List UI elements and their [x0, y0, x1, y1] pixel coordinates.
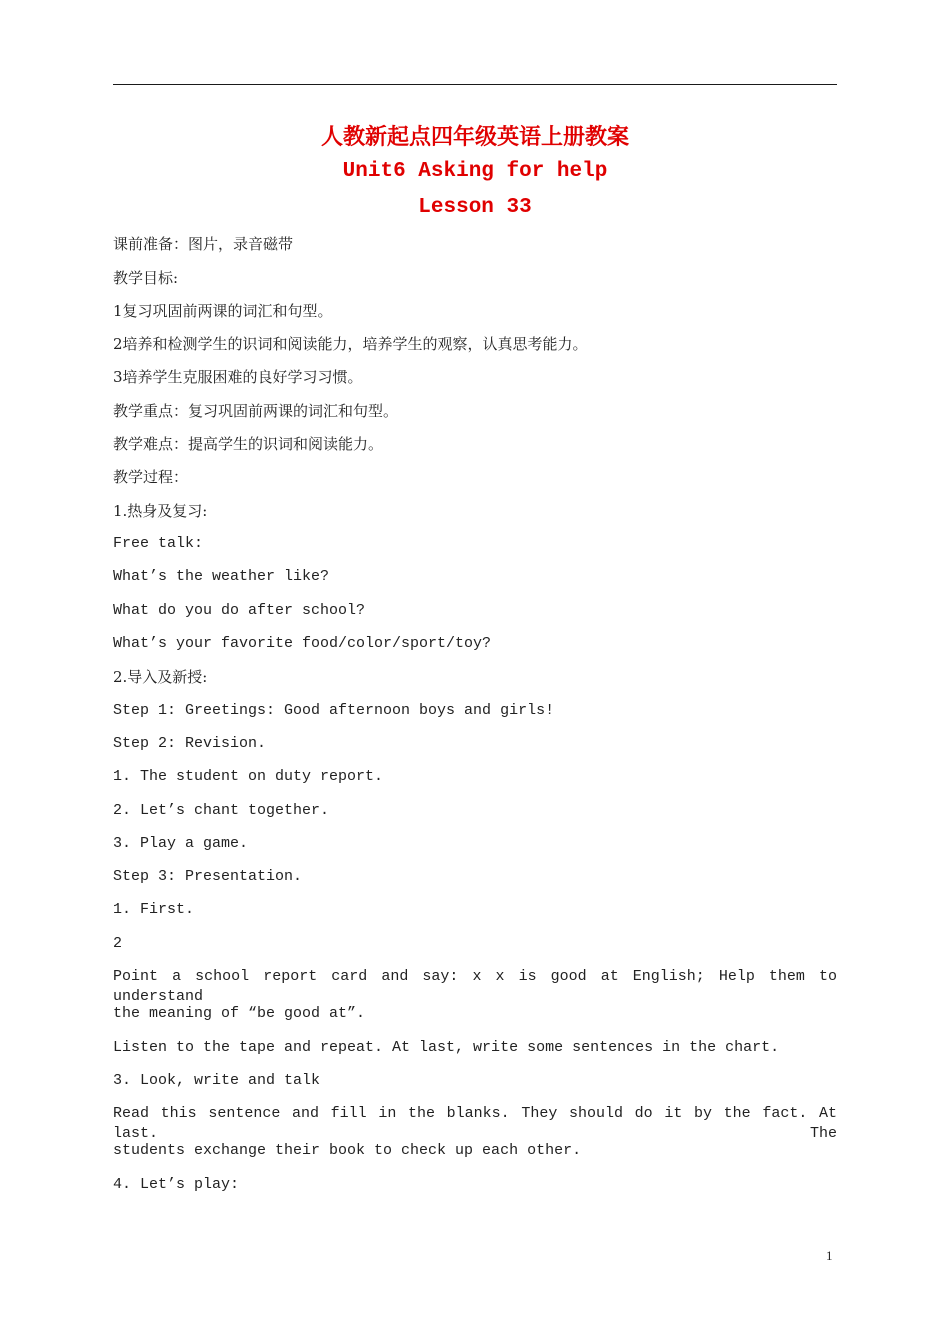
- difficulty: 教学难点：提高学生的识词和阅读能力。: [113, 435, 384, 453]
- listen-line: Listen to the tape and repeat. At last, write some sentences in the chart.: [113, 1039, 780, 1056]
- step-1: Step 1: Greetings: Good afternoon boys and girls!: [113, 702, 555, 719]
- key-point: 教学重点：复习巩固前两课的词汇和句型。: [113, 402, 399, 420]
- section-2-heading: 2.导入及新授:: [113, 668, 208, 686]
- goal-1: 1复习巩固前两课的词汇和句型。: [113, 302, 333, 320]
- page-number: 1: [826, 1248, 833, 1263]
- presentation-1: 1. First.: [113, 901, 195, 918]
- question-1: What’s the weather like?: [113, 568, 330, 585]
- read-paragraph-line-2: students exchange their book to check up each other.: [113, 1142, 582, 1159]
- goal-2: 2培养和检测学生的识词和阅读能力，培养学生的观察，认真思考能力。: [113, 335, 588, 353]
- step-3: Step 3: Presentation.: [113, 868, 303, 885]
- free-talk: Free talk:: [113, 535, 204, 552]
- point-paragraph-line-2: the meaning of “be good at”.: [113, 1005, 366, 1022]
- document-title: 人教新起点四年级英语上册教案: [320, 124, 629, 150]
- lets-play: 4. Let’s play:: [113, 1176, 240, 1193]
- revision-1: 1. The student on duty report.: [113, 768, 384, 785]
- prep-line: 课前准备：图片，录音磁带: [113, 235, 294, 253]
- top-rule: [113, 84, 837, 85]
- look-write-talk: 3. Look, write and talk: [113, 1072, 321, 1089]
- step-2: Step 2: Revision.: [113, 735, 267, 752]
- presentation-2: 2: [113, 935, 123, 952]
- goal-3: 3培养学生克服困难的良好学习习惯。: [113, 368, 363, 386]
- unit-title: Unit6 Asking for help: [342, 160, 608, 183]
- point-paragraph-line-1: Point a school report card and say: x x is good at English; Help them to understand: [113, 968, 837, 1005]
- read-paragraph-line-1: Read this sentence and fill in the blanks. They should do it by the fact. At last. The: [113, 1105, 837, 1142]
- revision-3: 3. Play a game.: [113, 835, 249, 852]
- goals-heading: 教学目标:: [113, 269, 179, 287]
- section-1-heading: 1.热身及复习:: [113, 502, 208, 520]
- revision-2: 2. Let’s chant together.: [113, 802, 330, 819]
- process-heading: 教学过程：: [113, 468, 189, 486]
- question-2: What do you do after school?: [113, 602, 366, 619]
- question-3: What’s your favorite food/color/sport/toy?: [113, 635, 492, 652]
- lesson-title: Lesson 33: [418, 196, 532, 219]
